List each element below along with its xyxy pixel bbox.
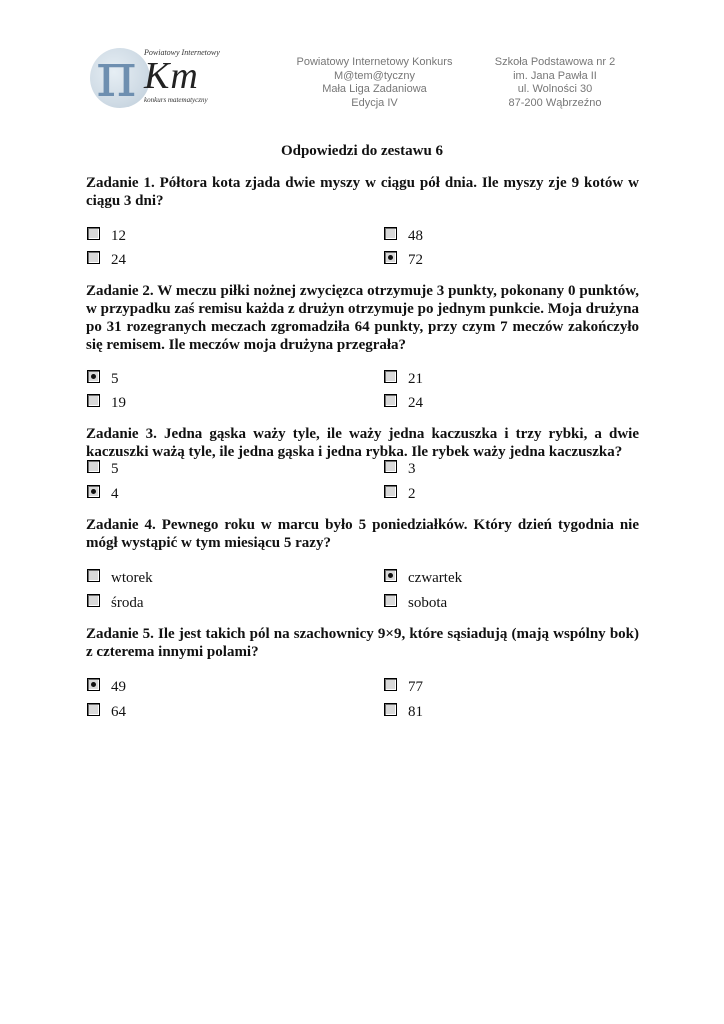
logo-top-text: Powiatowy Internetowy xyxy=(144,48,220,57)
header-line: Powiatowy Internetowy Konkurs xyxy=(296,56,453,68)
option-label: 24 xyxy=(111,252,126,268)
radio-checkbox-checked[interactable] xyxy=(87,370,100,383)
radio-checkbox[interactable] xyxy=(87,703,100,716)
radio-checkbox[interactable] xyxy=(384,370,397,383)
radio-checkbox[interactable] xyxy=(384,678,397,691)
radio-checkbox[interactable] xyxy=(384,485,397,498)
header-line: M@tem@tyczny xyxy=(333,69,415,82)
option-label: 12 xyxy=(111,228,126,244)
option-label: 72 xyxy=(408,252,423,268)
option-label: 3 xyxy=(408,461,416,477)
header-line: im. Jana Pawła II xyxy=(513,69,597,82)
option-label: 4 xyxy=(111,486,119,502)
radio-checkbox[interactable] xyxy=(384,227,397,240)
option-label: 24 xyxy=(408,395,423,411)
radio-checkbox[interactable] xyxy=(87,460,100,473)
header-contest-info xyxy=(292,56,457,110)
radio-checkbox[interactable] xyxy=(384,594,397,607)
radio-checkbox-checked[interactable] xyxy=(87,485,100,498)
option-label: 49 xyxy=(111,679,126,695)
radio-checkbox[interactable] xyxy=(384,703,397,716)
radio-checkbox[interactable] xyxy=(87,227,100,240)
option-label: 5 xyxy=(111,461,119,477)
option-label: czwartek xyxy=(408,570,463,586)
option-label: sobota xyxy=(408,595,448,611)
question-3: Zadanie 3. Jedna gąska waży tyle, ile waży jedna kaczuszka i trzy rybki, a dwie kaczuszki ważą tyle, ile jedna gąska i jedna rybka. Ile rybek waży jedna kaczuszka? xyxy=(86,426,639,460)
option-label: wtorek xyxy=(111,570,153,586)
option-label: 2 xyxy=(408,486,416,502)
radio-checkbox[interactable] xyxy=(384,394,397,407)
option-label: 5 xyxy=(111,371,119,387)
radio-checkbox[interactable] xyxy=(384,460,397,473)
option-label: środa xyxy=(111,595,144,611)
question-4: Zadanie 4. Pewnego roku w marcu było 5 poniedziałków. Który dzień tygodnia nie mógł wystąpić w tym miesiącu 5 razy? xyxy=(86,517,639,551)
page-title: Odpowiedzi do zestawu 6 xyxy=(280,143,444,159)
header-line: Mała Liga Zadaniowa xyxy=(322,83,427,95)
option-label: 77 xyxy=(408,679,423,695)
option-label: 64 xyxy=(111,704,126,720)
question-5: Zadanie 5. Ile jest takich pól na szachownicy 9×9, które sąsiadują (mają wspólny bok) z czterema innymi polami? xyxy=(86,626,639,660)
header-line: Edycja IV xyxy=(351,96,398,109)
contest-logo xyxy=(88,38,228,114)
radio-checkbox[interactable] xyxy=(87,394,100,407)
radio-checkbox[interactable] xyxy=(87,594,100,607)
logo-bottom-text: konkurs matematyczny xyxy=(144,96,208,104)
question-2: Zadanie 2. W meczu piłki nożnej zwycięzca otrzymuje 3 punkty, pokonany 0 punktów, w przypadku zaś remisu każda z drużyn otrzymuje po jednym punkcie. Moja drużyna po 31 rozegranych meczach zgromadziła 64 punkty, przy czym 7 meczów zakończyło się remisem. Ile meczów moja drużyna przegrała? xyxy=(86,283,639,353)
radio-checkbox-checked[interactable] xyxy=(384,569,397,582)
header-line: Szkoła Podstawowa nr 2 xyxy=(494,56,616,68)
radio-checkbox[interactable] xyxy=(87,251,100,264)
question-1: Zadanie 1. Półtora kota zjada dwie myszy w ciągu pół dnia. Ile myszy zje 9 kotów w ciągu 3 dni? xyxy=(86,175,639,209)
option-label: 21 xyxy=(408,371,423,387)
radio-checkbox-checked[interactable] xyxy=(87,678,100,691)
option-label: 81 xyxy=(408,704,423,720)
option-label: 19 xyxy=(111,395,126,411)
header-line: 87-200 Wąbrzeźno xyxy=(508,96,602,109)
logo-km-mark: Km xyxy=(144,55,199,97)
option-label: 48 xyxy=(408,228,423,244)
radio-checkbox-checked[interactable] xyxy=(384,251,397,264)
header-line: ul. Wolności 30 xyxy=(517,83,593,95)
pi-icon: π xyxy=(96,38,137,111)
radio-checkbox[interactable] xyxy=(87,569,100,582)
header-school-address xyxy=(480,56,630,110)
